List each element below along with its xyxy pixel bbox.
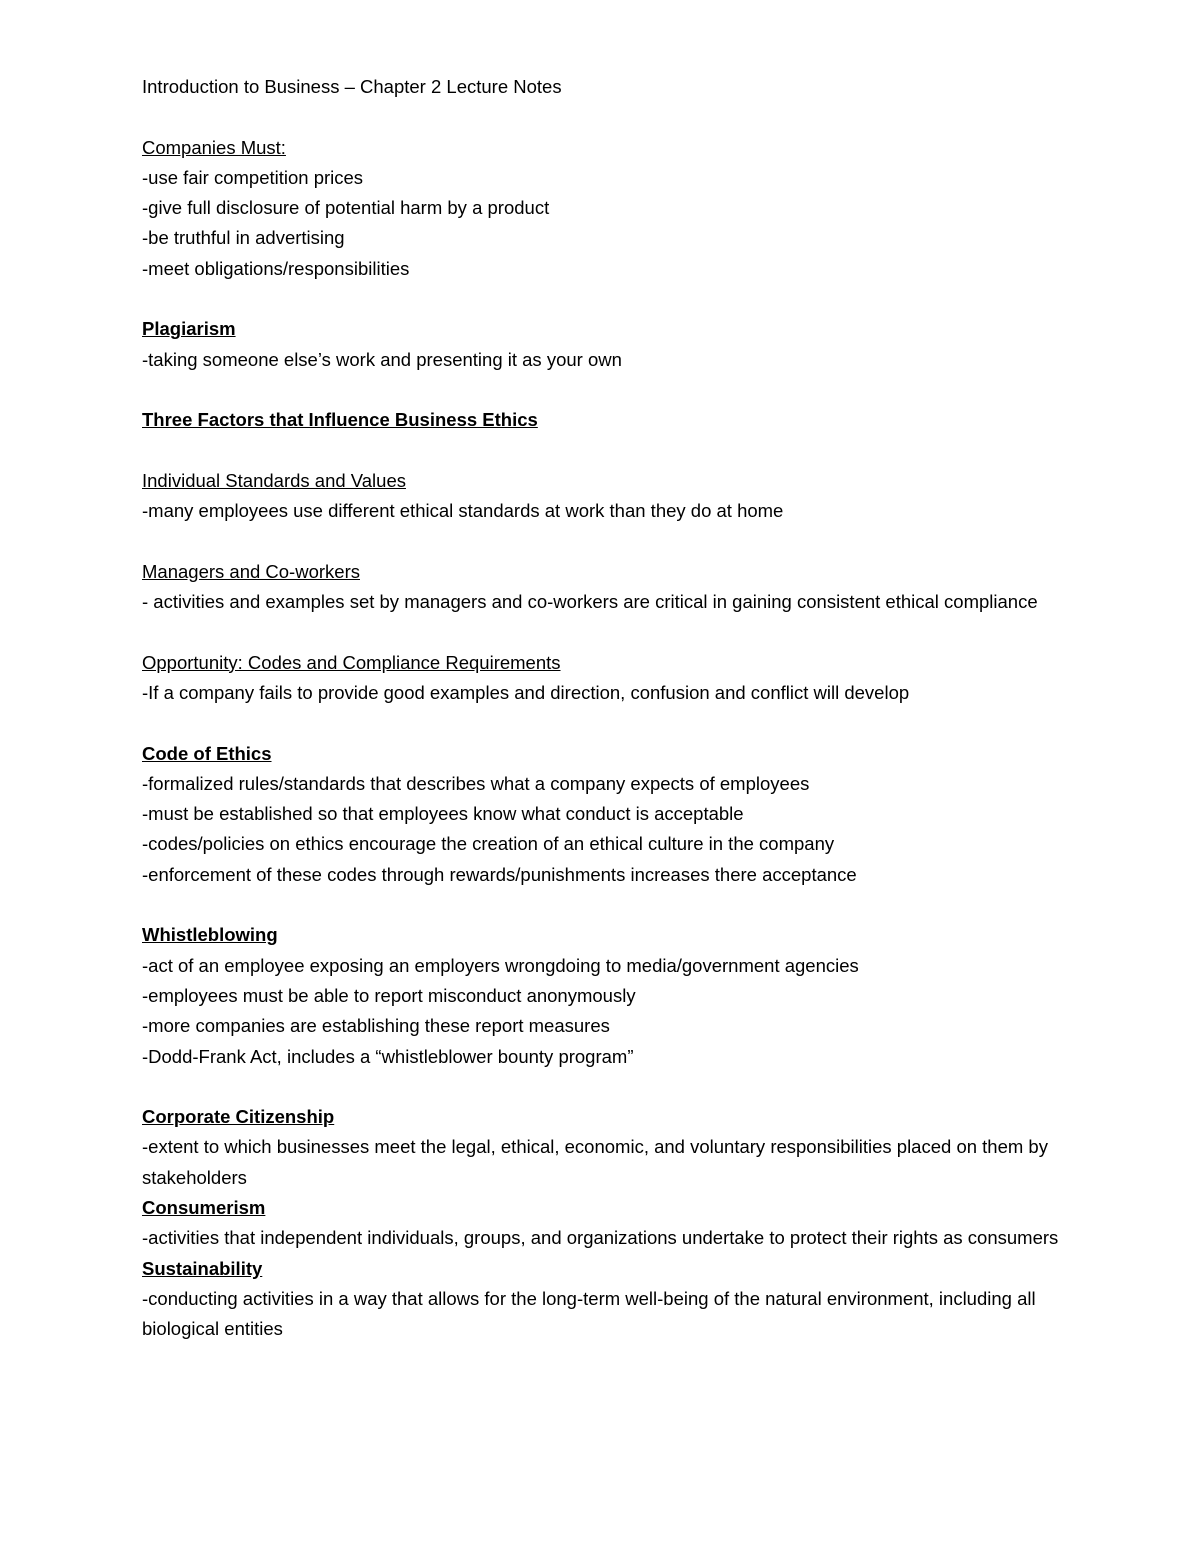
document-title: Introduction to Business – Chapter 2 Lecture Notes [142,76,562,97]
whistleblowing-heading: Whistleblowing [142,924,278,946]
managers-heading: Managers and Co-workers [142,560,360,582]
list-item: -many employees use different ethical standards at work than they do at home [142,500,784,522]
list-item: -If a company fails to provide good examples and direction, confusion and conflict will develop [142,681,910,703]
list-item: -activities that independent individuals, groups, and organizations undertake to protect their rights as consumers [142,1227,1059,1249]
code-of-ethics-heading: Code of Ethics [142,742,272,764]
plagiarism-heading: Plagiarism [142,318,236,340]
list-item: -meet obligations/responsibilities [142,257,410,279]
list-item: -employees must be able to report misconduct anonymously [142,984,636,1006]
corporate-citizenship-heading: Corporate Citizenship [142,1106,335,1128]
list-item: - activities and examples set by managers and co-workers are critical in gaining consistent ethical compliance [142,591,1038,613]
consumerism-heading: Consumerism [142,1196,266,1218]
list-item: -enforcement of these codes through rewards/punishments increases there acceptance [142,863,857,885]
list-item: -be truthful in advertising [142,227,345,249]
list-item: -conducting activities in a way that allows for the long-term well-being of the natural environment, including all biological entities [142,1287,1036,1340]
list-item: -formalized rules/standards that describes what a company expects of employees [142,772,810,794]
individual-heading: Individual Standards and Values [142,469,406,491]
three-factors-heading: Three Factors that Influence Business Ethics [142,409,538,431]
list-item: -codes/policies on ethics encourage the creation of an ethical culture in the company [142,833,835,855]
document-page [142,72,1062,1344]
list-item: -Dodd-Frank Act, includes a “whistleblower bounty program” [142,1045,634,1067]
list-item: -act of an employee exposing an employers wrongdoing to media/government agencies [142,954,859,976]
list-item: -more companies are establishing these report measures [142,1015,610,1037]
sustainability-heading: Sustainability [142,1257,263,1279]
list-item: -extent to which businesses meet the legal, ethical, economic, and voluntary responsibilities placed on them by stakeholders [142,1136,1048,1188]
opportunity-heading: Opportunity: Codes and Compliance Requirements [142,651,561,673]
companies-heading: Companies Must: [142,136,286,158]
list-item: -give full disclosure of potential harm by a product [142,197,550,219]
list-item: -must be established so that employees know what conduct is acceptable [142,803,744,825]
list-item: -use fair competition prices [142,166,364,188]
list-item: -taking someone else’s work and presenting it as your own [142,348,622,370]
